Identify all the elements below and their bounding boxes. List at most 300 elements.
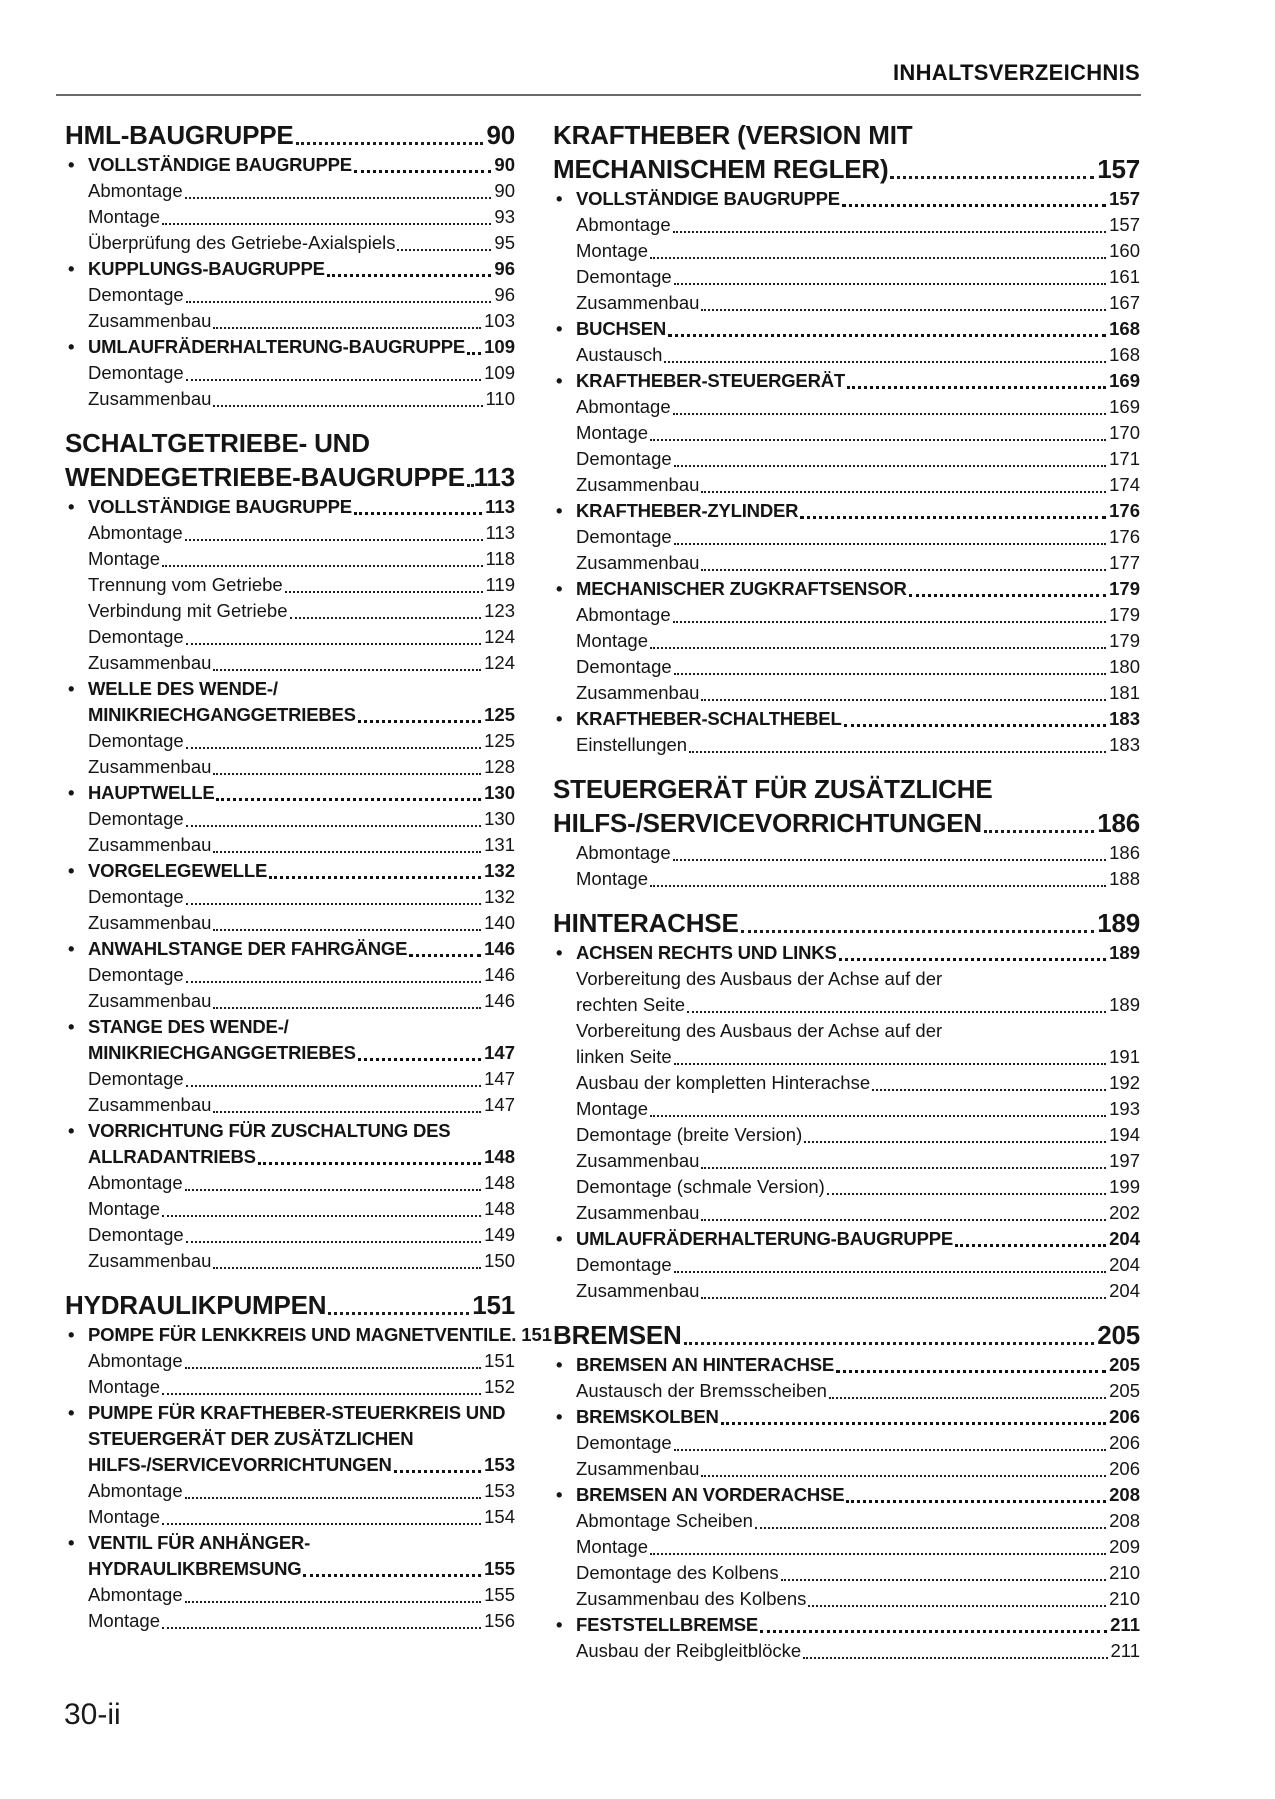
- toc-entry-label: Demontage: [88, 284, 184, 305]
- leader-dots: [397, 249, 491, 251]
- leader-dots: [890, 176, 1094, 179]
- toc-entry-line: [88, 1322, 553, 1348]
- leader-dots: [185, 1601, 482, 1603]
- toc-entry-label: Montage: [88, 1198, 160, 1219]
- toc-entry-label: • BREMSKOLBEN: [576, 1406, 719, 1427]
- toc-entry-label: Ausbau der Reibgleitblöcke: [576, 1640, 802, 1661]
- leader-dots: [804, 1141, 1106, 1143]
- toc-entry-line: [576, 1174, 1140, 1200]
- toc-entry-label: Zusammenbau: [576, 292, 700, 313]
- toc-entry-line: [576, 602, 1140, 628]
- toc-entry: [553, 212, 1140, 238]
- toc-page-number: 174: [1109, 474, 1140, 495]
- leader-dots: [664, 361, 1106, 363]
- toc-page-number: 156: [484, 1610, 515, 1631]
- toc-entry-label: Montage: [576, 240, 648, 261]
- toc-entry: [553, 628, 1140, 654]
- toc-page-number: 132: [484, 860, 515, 881]
- leader-dots: [650, 439, 1106, 441]
- leader-dots: [781, 1579, 1107, 1581]
- toc-page-number: 209: [1109, 1536, 1140, 1557]
- toc-entry-label: Abmontage: [88, 180, 183, 201]
- toc-entry-label: Zusammenbau: [88, 1250, 212, 1271]
- toc-page-number: 211: [1110, 1640, 1140, 1661]
- toc-entry-line: [576, 1482, 1140, 1508]
- leader-dots: [673, 621, 1107, 623]
- toc-page-number: 168: [1109, 344, 1140, 365]
- toc-entry: [65, 152, 515, 178]
- leader-dots: [328, 1312, 469, 1315]
- toc-page-number: 109: [484, 362, 515, 383]
- leader-dots: [213, 669, 481, 671]
- toc-page-number: 169: [1109, 396, 1140, 417]
- toc-entry: [553, 866, 1140, 892]
- toc-entry-line: [88, 962, 515, 988]
- leader-dots: [162, 223, 491, 225]
- toc-entry: [553, 940, 1140, 966]
- toc-entry-line: [88, 256, 515, 282]
- leader-dots: [327, 274, 492, 277]
- toc-page-number: 171: [1109, 448, 1140, 469]
- toc-entry: [65, 624, 515, 650]
- leader-dots: [760, 1630, 1107, 1633]
- toc-column-left: [65, 118, 553, 1634]
- toc-entry: [553, 1508, 1140, 1534]
- toc-page-number: 189: [1109, 942, 1140, 963]
- toc-entry-line: [88, 308, 515, 334]
- toc-page-number: 103: [484, 310, 515, 331]
- toc-entry-line: [576, 238, 1140, 264]
- toc-page-number: 113: [473, 462, 515, 492]
- leader-dots: [741, 930, 1095, 933]
- leader-dots: [701, 1475, 1106, 1477]
- toc-entry-line: [576, 654, 1140, 680]
- toc-entry-label: • ANWAHLSTANGE DER FAHRGÄNGE: [88, 938, 408, 959]
- toc-entry-line: [576, 966, 1140, 992]
- leader-dots: [185, 539, 483, 541]
- toc-entry-line: [88, 1400, 515, 1426]
- toc-entry-label: Abmontage: [88, 1584, 183, 1605]
- toc-entry-label: Verbindung mit Getriebe: [88, 600, 288, 621]
- toc-entry-line: [576, 1044, 1140, 1070]
- toc-page-number: 131: [484, 834, 515, 855]
- toc-entry: [553, 1148, 1140, 1174]
- toc-page-number: 119: [485, 574, 515, 595]
- toc-entry: [65, 910, 515, 936]
- toc-entry: [553, 1278, 1140, 1304]
- toc-page-number: 113: [485, 522, 515, 543]
- toc-page-number: 205: [1109, 1354, 1140, 1375]
- toc-entry-line: [576, 1534, 1140, 1560]
- toc-entry-line: [576, 498, 1140, 524]
- toc-entry-label: Zusammenbau: [88, 388, 212, 409]
- toc-entry: [65, 494, 515, 520]
- toc-entry: [553, 1200, 1140, 1226]
- leader-dots: [674, 673, 1106, 675]
- toc-entry-line: [576, 680, 1140, 706]
- toc-chapter-line: [553, 152, 1140, 186]
- toc-entry-line: [88, 1248, 515, 1274]
- toc-entry: [65, 1348, 515, 1374]
- toc-entry: [65, 884, 515, 910]
- leader-dots: [909, 594, 1106, 597]
- toc-entry-label: Demontage des Kolbens: [576, 1562, 779, 1583]
- leader-dots: [701, 1167, 1106, 1169]
- toc-entry-label: Zusammenbau: [88, 834, 212, 855]
- toc-entry: [65, 1400, 515, 1478]
- toc-entry-line: [576, 212, 1140, 238]
- leader-dots: [186, 903, 481, 905]
- toc-page-number: 206: [1109, 1458, 1140, 1479]
- toc-entry-line: [576, 1612, 1140, 1638]
- toc-page-number: 202: [1109, 1202, 1140, 1223]
- toc-page-number: 179: [1109, 630, 1140, 651]
- toc-page-number: 90: [494, 180, 515, 201]
- toc-entry-line: [88, 1348, 515, 1374]
- toc-entry-line: [576, 394, 1140, 420]
- toc-entry-label: Demontage: [88, 1068, 184, 1089]
- toc-page-number: 146: [484, 938, 515, 959]
- toc-entry-label: Demontage: [88, 626, 184, 647]
- toc-entry-label: Abmontage: [576, 396, 671, 417]
- toc-entry-line: [576, 866, 1140, 892]
- leader-dots: [185, 1497, 482, 1499]
- toc-entry-line: [576, 316, 1140, 342]
- toc-columns: [65, 118, 1140, 1664]
- toc-page-number: 93: [494, 206, 515, 227]
- toc-entry-line: [88, 650, 515, 676]
- toc-page-number: 125: [484, 704, 515, 725]
- toc-entry-line: [576, 628, 1140, 654]
- toc-page-number: 124: [484, 652, 515, 673]
- toc-entry-label: Abmontage: [88, 1480, 183, 1501]
- toc-page-number: 205: [1097, 1320, 1140, 1350]
- toc-entry: [65, 676, 515, 728]
- toc-entry-line: [576, 1122, 1140, 1148]
- toc-entry: [65, 1322, 553, 1348]
- leader-dots: [684, 1342, 1095, 1345]
- toc-entry: [553, 394, 1140, 420]
- toc-entry-line: [88, 1426, 515, 1452]
- toc-entry-label: Demontage: [576, 448, 672, 469]
- toc-chapter-line: [553, 772, 1140, 806]
- toc-entry-label: Vorbereitung des Ausbaus der Achse auf der: [576, 968, 943, 989]
- toc-entry: [65, 780, 515, 806]
- toc-entry: [553, 342, 1140, 368]
- toc-entry-label: Zusammenbau: [88, 912, 212, 933]
- toc-page-number: 152: [484, 1376, 515, 1397]
- leader-dots: [827, 1193, 1106, 1195]
- toc-entry-label: Abmontage: [88, 522, 183, 543]
- header-rule: [56, 94, 1141, 96]
- toc-page-number: 204: [1109, 1254, 1140, 1275]
- leader-dots: [185, 1189, 482, 1191]
- toc-page-number: 140: [484, 912, 515, 933]
- toc-entry: [65, 1014, 515, 1066]
- toc-entry-line: [88, 1144, 515, 1170]
- toc-section: [553, 1318, 1140, 1664]
- toc-entry: [65, 1530, 515, 1582]
- toc-page-number: 157: [1109, 214, 1140, 235]
- leader-dots: [836, 1370, 1106, 1373]
- toc-entry: [553, 1174, 1140, 1200]
- toc-page-number: 197: [1109, 1150, 1140, 1171]
- leader-dots: [185, 197, 492, 199]
- toc-page-number: 181: [1109, 682, 1140, 703]
- leader-dots: [701, 699, 1106, 701]
- toc-entry-label: linken Seite: [576, 1046, 672, 1067]
- toc-entry-label: MINIKRIECHGANGGETRIEBES: [88, 1042, 356, 1063]
- toc-entry-label: Abmontage: [576, 842, 671, 863]
- leader-dots: [354, 170, 492, 173]
- toc-entry-label: Montage: [88, 1376, 160, 1397]
- toc-entry-line: [576, 1586, 1140, 1612]
- toc-entry-label: Demontage: [88, 1224, 184, 1245]
- leader-dots: [162, 1215, 481, 1217]
- toc-entry-label: Demontage: [88, 808, 184, 829]
- toc-entry-line: [576, 1430, 1140, 1456]
- leader-dots: [701, 1219, 1106, 1221]
- toc-entry-label: Demontage: [576, 526, 672, 547]
- leader-dots: [650, 257, 1106, 259]
- toc-entry-line: [88, 1014, 515, 1040]
- leader-dots: [955, 1244, 1106, 1247]
- toc-entry: [553, 966, 1140, 1018]
- toc-page-number: 183: [1109, 734, 1140, 755]
- leader-dots: [701, 1297, 1106, 1299]
- toc-entry: [65, 754, 515, 780]
- toc-entry-line: [576, 186, 1140, 212]
- toc-entry-label: Demontage: [576, 656, 672, 677]
- toc-entry-line: [88, 1222, 515, 1248]
- toc-page-number: 96: [494, 258, 515, 279]
- toc-entry: [65, 1092, 515, 1118]
- toc-page-number: 125: [484, 730, 515, 751]
- toc-entry-line: [576, 472, 1140, 498]
- toc-page-number: 155: [484, 1584, 515, 1605]
- toc-entry-label: • VOLLSTÄNDIGE BAUGRUPPE: [88, 154, 352, 175]
- toc-entry: [553, 680, 1140, 706]
- toc-entry-line: [576, 1018, 1140, 1044]
- toc-entry: [65, 1582, 515, 1608]
- toc-entry-label: Zusammenbau: [576, 552, 700, 573]
- toc-page-number: 176: [1109, 526, 1140, 547]
- toc-entry: [553, 1638, 1140, 1664]
- toc-entry-label: • VENTIL FÜR ANHÄNGER-: [88, 1532, 311, 1553]
- leader-dots: [803, 1657, 1107, 1659]
- toc-entry-line: [88, 884, 515, 910]
- toc-page-number: 124: [484, 626, 515, 647]
- leader-dots: [701, 491, 1106, 493]
- toc-page-number: 148: [484, 1172, 515, 1193]
- toc-entry: [65, 1248, 515, 1274]
- toc-entry-label: Zusammenbau des Kolbens: [576, 1588, 807, 1609]
- toc-entry-line: [88, 598, 515, 624]
- leader-dots: [687, 1011, 1106, 1013]
- toc-chapter-line: [553, 1318, 1140, 1352]
- toc-entry-label: Demontage: [576, 1254, 672, 1275]
- toc-entry-line: [88, 676, 515, 702]
- toc-entry-line: [88, 1608, 515, 1634]
- toc-entry-label: Abmontage Scheiben: [576, 1510, 753, 1531]
- toc-entry-label: Einstellungen: [576, 734, 688, 755]
- leader-dots: [354, 512, 482, 515]
- leader-dots: [186, 1085, 481, 1087]
- toc-entry: [553, 290, 1140, 316]
- toc-entry: [65, 308, 515, 334]
- toc-entry: [65, 936, 515, 962]
- toc-entry-label: • UMLAUFRÄDERHALTERUNG-BAUGRUPPE: [576, 1228, 953, 1249]
- toc-entry-label: Zusammenbau: [88, 1094, 212, 1115]
- toc-page-number: 90: [486, 120, 515, 150]
- toc-page-number: 191: [1109, 1046, 1140, 1067]
- toc-entry-line: [576, 576, 1140, 602]
- toc-entry-line: [88, 178, 515, 204]
- toc-entry-line: [88, 204, 515, 230]
- toc-entry-line: [88, 832, 515, 858]
- toc-entry-label: Trennung vom Getriebe: [88, 574, 283, 595]
- toc-entry: [65, 546, 515, 572]
- toc-page-number: 204: [1109, 1280, 1140, 1301]
- toc-entry-line: [88, 520, 515, 546]
- toc-entry-label: • MECHANISCHER ZUGKRAFTSENSOR: [576, 578, 907, 599]
- toc-entry-label: Abmontage: [576, 214, 671, 235]
- toc-entry: [553, 316, 1140, 342]
- toc-page-number: 210: [1109, 1588, 1140, 1609]
- leader-dots: [358, 720, 481, 723]
- toc-entry-label: Montage: [88, 206, 160, 227]
- toc-entry: [553, 264, 1140, 290]
- toc-entry-label: HYDRAULIKBREMSUNG: [88, 1558, 302, 1579]
- footer-page-number: 30-ii: [64, 1698, 121, 1731]
- leader-dots: [213, 929, 481, 931]
- toc-entry-label: Zusammenbau: [576, 474, 700, 495]
- toc-entry-line: [88, 360, 515, 386]
- toc-section: [553, 906, 1140, 1304]
- leader-dots: [290, 617, 482, 619]
- toc-page-number: 205: [1109, 1380, 1140, 1401]
- toc-entry-line: [88, 230, 515, 256]
- toc-entry: [65, 1170, 515, 1196]
- toc-entry-label: Demontage: [88, 362, 184, 383]
- leader-dots: [186, 643, 481, 645]
- toc-entry-label: • UMLAUFRÄDERHALTERUNG-BAUGRUPPE: [88, 336, 465, 357]
- toc-entry: [553, 1586, 1140, 1612]
- toc-page-number: 146: [484, 964, 515, 985]
- toc-entry-line: [88, 780, 515, 806]
- toc-entry-label: STEUERGERÄT DER ZUSÄTZLICHEN: [88, 1428, 414, 1449]
- toc-chapter-title: MECHANISCHEM REGLER): [553, 154, 889, 184]
- toc-entry-label: Überprüfung des Getriebe-Axialspiels: [88, 232, 396, 253]
- toc-entry-label: Zusammenbau: [576, 1202, 700, 1223]
- toc-entry-label: • KRAFTHEBER-SCHALTHEBEL: [576, 708, 842, 729]
- toc-entry-line: [88, 1504, 515, 1530]
- leader-dots: [213, 851, 481, 853]
- toc-page-number: 169: [1109, 370, 1140, 391]
- toc-entry: [65, 1504, 515, 1530]
- toc-column-right: [553, 118, 1140, 1664]
- toc-page-number: 157: [1109, 188, 1140, 209]
- toc-entry-label: • KRAFTHEBER-STEUERGERÄT: [576, 370, 845, 391]
- toc-entry: [553, 420, 1140, 446]
- toc-entry: [553, 472, 1140, 498]
- toc-entry-line: [88, 1170, 515, 1196]
- leader-dots: [303, 1574, 481, 1577]
- leader-dots: [673, 859, 1107, 861]
- toc-entry-line: [88, 334, 515, 360]
- toc-page-number: 179: [1109, 578, 1140, 599]
- toc-entry: [65, 1374, 515, 1400]
- toc-entry: [553, 1404, 1140, 1430]
- toc-entry-label: Montage: [576, 1536, 648, 1557]
- toc-entry-line: [88, 1066, 515, 1092]
- toc-chapter-title: HINTERACHSE: [553, 908, 739, 938]
- leader-dots: [846, 1500, 1106, 1503]
- toc-section: [65, 426, 515, 1274]
- leader-dots: [213, 773, 481, 775]
- leader-dots: [409, 954, 481, 957]
- toc-entry: [553, 706, 1140, 732]
- toc-page-number: 208: [1109, 1484, 1140, 1505]
- leader-dots: [674, 465, 1106, 467]
- leader-dots: [213, 1267, 481, 1269]
- toc-page-number: 148: [484, 1146, 515, 1167]
- leader-dots: [872, 1089, 1106, 1091]
- leader-dots: [650, 1115, 1106, 1117]
- toc-entry-line: [576, 1508, 1140, 1534]
- toc-page-number: 147: [484, 1042, 515, 1063]
- toc-entry-label: HILFS-/SERVICEVORRICHTUNGEN: [88, 1454, 392, 1475]
- toc-entry-line: [576, 264, 1140, 290]
- toc-entry: [65, 334, 515, 360]
- leader-dots: [842, 204, 1106, 207]
- toc-page-number: 110: [485, 388, 515, 409]
- toc-entry: [553, 186, 1140, 212]
- toc-page-number: 148: [484, 1198, 515, 1219]
- toc-entry-label: Zusammenbau: [88, 310, 212, 331]
- toc-page-number: 157: [1097, 154, 1140, 184]
- leader-dots: [808, 1605, 1106, 1607]
- leader-dots: [296, 142, 484, 145]
- toc-chapter-title: KRAFTHEBER (VERSION MIT: [553, 120, 913, 150]
- toc-entry-label: ALLRADANTRIEBS: [88, 1146, 256, 1167]
- toc-page-number: 183: [1109, 708, 1140, 729]
- toc-entry: [553, 1226, 1140, 1252]
- toc-entry-line: [576, 1226, 1140, 1252]
- toc-page-number: 150: [484, 1250, 515, 1271]
- toc-page-number: 180: [1109, 656, 1140, 677]
- toc-entry: [553, 576, 1140, 602]
- toc-entry-label: • BUCHSEN: [576, 318, 667, 339]
- leader-dots: [213, 1007, 481, 1009]
- toc-chapter-title: HILFS-/SERVICEVORRICHTUNGEN: [553, 808, 982, 838]
- toc-entry-label: Demontage: [88, 886, 184, 907]
- leader-dots: [674, 1271, 1106, 1273]
- toc-page-number: 109: [484, 336, 515, 357]
- toc-chapter-title: STEUERGERÄT FÜR ZUSÄTZLICHE: [553, 774, 993, 804]
- leader-dots: [186, 1241, 481, 1243]
- leader-dots: [162, 565, 483, 567]
- toc-entry: [553, 1252, 1140, 1278]
- toc-entry-label: • HAUPTWELLE: [88, 782, 215, 803]
- leader-dots: [394, 1470, 481, 1473]
- toc-entry-line: [576, 290, 1140, 316]
- leader-dots: [258, 1162, 481, 1165]
- toc-entry-line: [88, 1478, 515, 1504]
- leader-dots: [213, 327, 481, 329]
- toc-entry: [65, 520, 515, 546]
- toc-entry-line: [576, 550, 1140, 576]
